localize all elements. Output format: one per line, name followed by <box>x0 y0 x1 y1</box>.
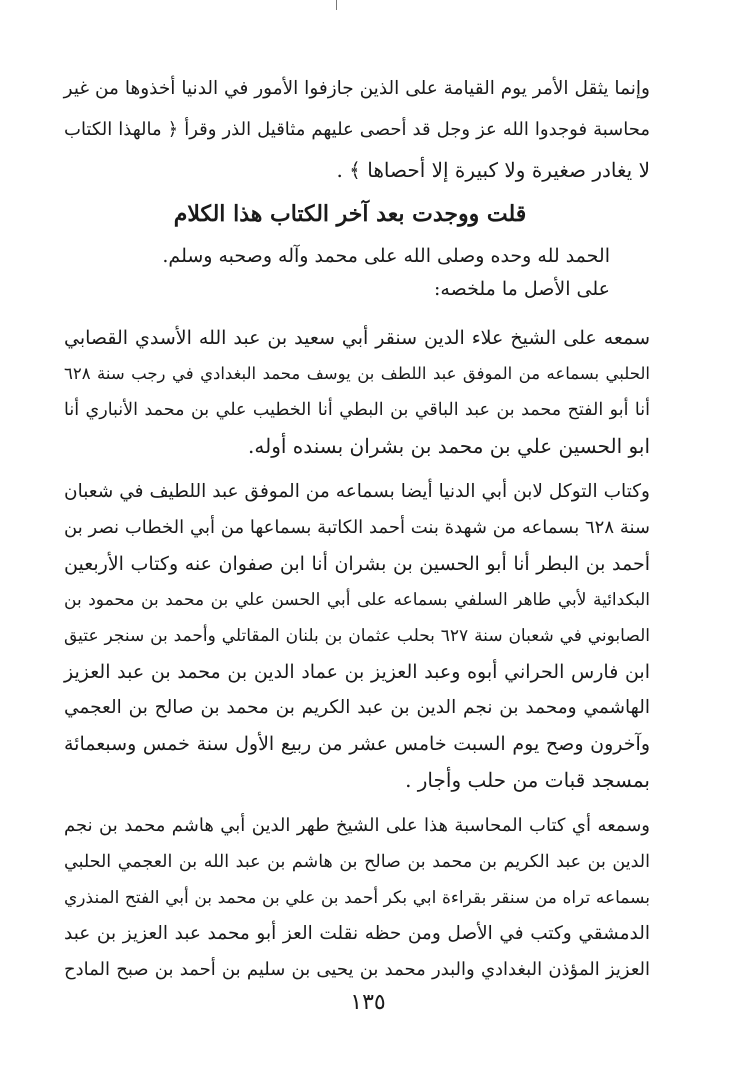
paragraph-intro <box>64 68 650 191</box>
text-line: الحلبي بسماعه من الموفق عبد اللطف بن يوسف محمد البغدادي في رجب سنة ٦٢٨ <box>64 364 650 383</box>
text-line: على الأصل ما ملخصه: <box>434 278 610 300</box>
top-edge-mark <box>336 0 337 10</box>
page-number: ١٣٥ <box>350 990 386 1015</box>
text-line: الصابوني في شعبان سنة ٦٢٧ بحلب عثمان بن بلنان المقاتلي وأحمد بن سنجر عتيق <box>64 626 650 646</box>
text-line: بسماعه تراه من سنقر بقراءة ابي بكر أحمد بن علي بن محمد بن أبي الفتح المنذري <box>64 888 650 908</box>
text-line: الهاشمي ومحمد بن نجم الدين بن عبد الكريم بن محمد بن صالح بن العجمي <box>64 697 650 718</box>
text-line: وكتاب التوكل لابن أبي الدنيا أيضا بسماعه من الموفق عبد اللطيف في شعبان <box>64 481 650 502</box>
paragraph-sama-1 <box>64 320 650 464</box>
text-line: ابن فارس الحراني أبوه وعبد العزيز بن عماد الدين بن محمد بن عبد العزيز <box>64 661 650 683</box>
text-line: الدمشقي وكتب في الأصل ومن حظه نقلت العز أبو محمد عبد العزيز بن عبد <box>64 923 650 944</box>
text-line: أحمد بن البطر أنا أبو الحسين بن بشران أنا ابن صفوان عنه وكتاب الأربعين <box>64 553 650 575</box>
text-line: بمسجد قبات من حلب وأجار . <box>405 768 650 792</box>
text-line: وسمعه أي كتاب المحاسبة هذا على الشيخ طهر الدين أبي هاشم محمد بن نجم <box>64 815 650 836</box>
text-line: سنة ٦٢٨ بسماعه من شهدة بنت أحمد الكاتبة بسماعها من أبي الخطاب نصر بن <box>64 517 650 538</box>
text-line: وإنما يثقل الأمر يوم القيامة على الذين جازفوا الأمور في الدنيا أخذوها من غير <box>63 78 650 99</box>
text-line: سمعه على الشيخ علاء الدين سنقر أبي سعيد بن عبد الله الأسدي القصابي <box>64 327 650 349</box>
paragraph-praise <box>64 240 610 306</box>
paragraph-sama-2 <box>64 474 650 798</box>
paragraph-sama-3 <box>64 808 650 988</box>
text-line: لا يغادر صغيرة ولا كبيرة إلا أحصاها ﴾ . <box>336 158 650 182</box>
section-heading: قلت ووجدت بعد آخر الكتاب هذا الكلام <box>173 201 527 227</box>
text-line: أنا أبو الفتح محمد بن عبد الباقي بن البطي أنا الخطيب علي بن محمد الأنباري أنا <box>64 400 650 420</box>
text-line: الحمد لله وحده وصلى الله على محمد وآله وصحبه وسلم. <box>162 245 610 267</box>
text-line: البكدائية لأبي طاهر السلفي بسماعه على أبي الحسن علي بن محمد بن محمود بن <box>64 590 650 610</box>
text-line: وآخرون وصح يوم السبت خامس عشر من ربيع الأول سنة خمس وسبعمائة <box>64 733 650 755</box>
text-line: العزيز المؤذن البغدادي والبدر محمد بن يحيى بن سليم بن أحمد بن صبح المادح <box>64 959 650 980</box>
text-line: ابو الحسين علي بن محمد بن بشران بسنده أوله. <box>248 434 650 458</box>
text-line: محاسبة فوجدوا الله عز وجل قد أحصى عليهم مثاقيل الذر وقرأ ﴿ مالهذا الكتاب <box>64 119 650 140</box>
text-line: الدين بن عبد الكريم بن محمد بن صالح بن هاشم بن عبد الله بن العجمي الحلبي <box>64 852 650 872</box>
